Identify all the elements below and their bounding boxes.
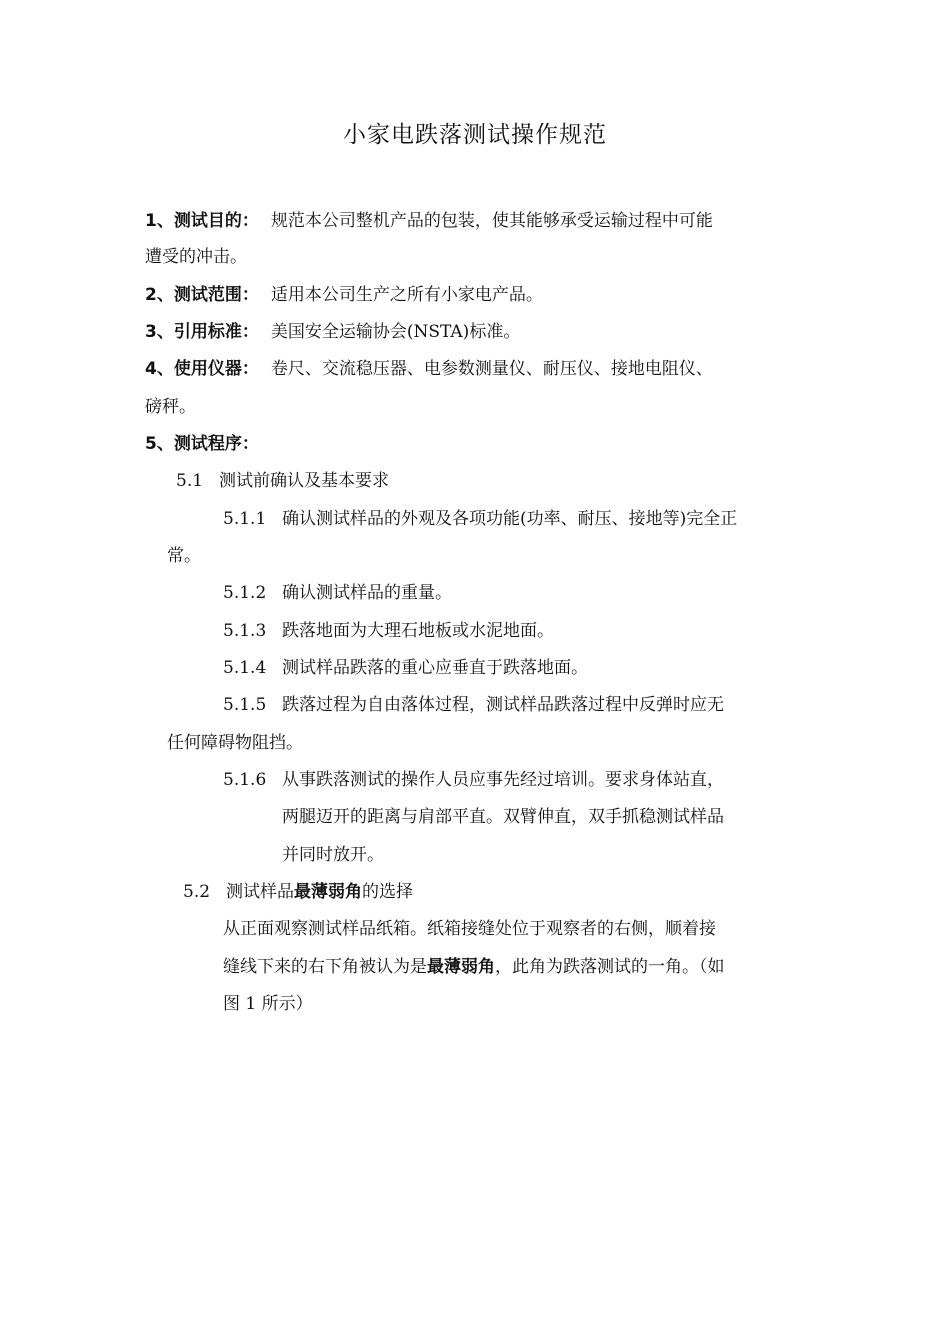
section-2-line [145,284,543,306]
section-3-line [145,321,520,343]
body-line-2-post: ，此角为跌落测试的一角。（如 [495,957,725,977]
item-5-1-2-text: 确认测试样品的重量。 [282,583,452,603]
item-5-1-1-line-1 [223,508,737,530]
body-line-2-pre: 缝线下来的右下角被认为是 [223,957,427,977]
item-5-1-5-text: 跌落过程为自由落体过程，测试样品跌落过程中反弹时应无 [282,695,724,715]
section-4-line-2: 磅秤。 [145,397,196,417]
subsection-5-1-number: 5.1 [176,471,204,491]
subsection-5-2-body-line-2 [223,956,725,978]
subsection-5-2-text-pre: 测试样品 [226,882,294,902]
item-5-1-5-line-1 [223,694,724,716]
subsection-5-2-text-bold: 最薄弱角 [294,882,362,902]
section-1-line-2: 遭受的冲击。 [145,247,247,267]
item-5-1-2 [223,582,452,604]
page-title: 小家电跌落测试操作规范 [343,122,607,148]
item-5-1-3-text: 跌落地面为大理石地板或水泥地面。 [282,621,554,641]
subsection-5-2-body-line-3: 图 1 所示） [223,994,313,1014]
section-2-heading: 2、测试范围： [145,285,259,305]
section-3-text: 美国安全运输协会(NSTA)标准。 [270,322,521,342]
section-1-line-1 [145,210,713,232]
section-4-line-1 [145,358,713,380]
item-5-1-6-line-2: 两腿迈开的距离与肩部平直。双臂伸直，双手抓稳测试样品 [282,807,724,827]
item-5-1-2-number: 5.1.2 [223,583,267,603]
body-line-2-bold: 最薄弱角 [427,957,495,977]
subsection-5-2-body-line-1: 从正面观察测试样品纸箱。纸箱接缝处位于观察者的右侧，顺着接 [223,919,716,939]
subsection-5-1 [176,470,389,492]
item-5-1-6-line-3: 并同时放开。 [282,845,384,865]
item-5-1-4 [223,657,588,679]
subsection-5-2-text-post: 的选择 [362,882,413,902]
item-5-1-6-number: 5.1.6 [223,770,267,790]
item-5-1-1-line-2: 常。 [167,546,201,566]
subsection-5-1-text: 测试前确认及基本要求 [219,471,389,491]
item-5-1-6-line-1 [223,769,724,791]
section-5-heading: 5、测试程序： [145,434,259,454]
section-4-text: 卷尺、交流稳压器、电参数测量仪、耐压仪、接地电阻仪、 [270,359,713,379]
subsection-5-2-number: 5.2 [183,882,211,902]
item-5-1-1-number: 5.1.1 [223,509,267,529]
item-5-1-3 [223,620,554,642]
item-5-1-5-line-2: 任何障碍物阻挡。 [167,733,303,753]
item-5-1-5-number: 5.1.5 [223,695,267,715]
item-5-1-4-number: 5.1.4 [223,658,267,678]
item-5-1-4-text: 测试样品跌落的重心应垂直于跌落地面。 [282,658,588,678]
section-2-text: 适用本公司生产之所有小家电产品。 [270,285,543,305]
item-5-1-6-text: 从事跌落测试的操作人员应事先经过培训。要求身体站直， [282,770,724,790]
item-5-1-3-number: 5.1.3 [223,621,267,641]
section-1-heading: 1、测试目的： [145,211,259,231]
item-5-1-1-text: 确认测试样品的外观及各项功能(功率、耐压、接地等)完全正 [282,509,738,529]
section-3-heading: 3、引用标准： [145,322,259,342]
section-4-heading: 4、使用仪器： [145,359,259,379]
section-1-text: 规范本公司整机产品的包装，使其能够承受运输过程中可能 [270,211,713,231]
subsection-5-2 [183,881,413,903]
